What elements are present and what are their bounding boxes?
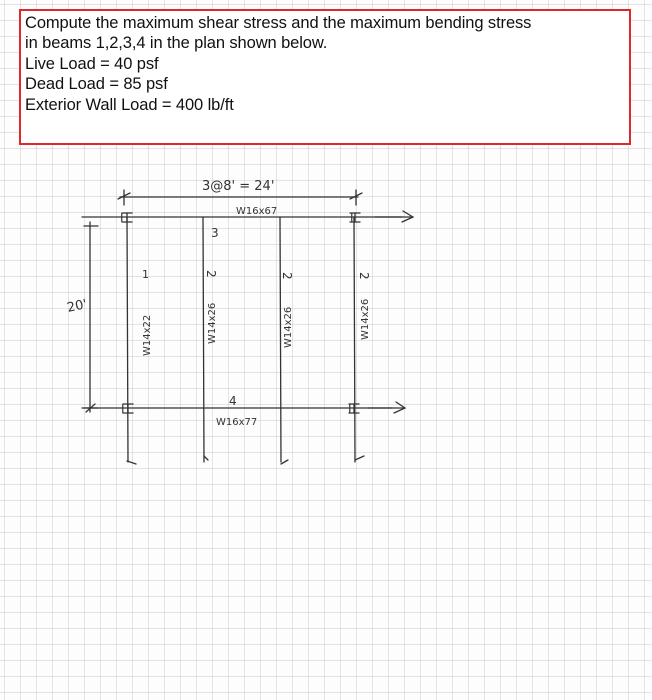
beam-line-1 <box>127 217 128 462</box>
beam-section-label-2a: W14x26 <box>207 302 218 344</box>
end-tick-3 <box>281 460 288 464</box>
beam-number-label-2a: 2 <box>204 270 218 278</box>
bottom-girder-section-label: W16x77 <box>216 417 258 428</box>
top-girder-section-label: W16x67 <box>236 206 278 217</box>
problem-line-2: in beams 1,2,3,4 in the plan shown below. <box>25 34 328 53</box>
problem-line-1: Compute the maximum shear stress and the maximum bending stress <box>25 14 532 32</box>
beam-line-2b <box>280 217 281 462</box>
wall-load-arrow-top <box>375 211 413 222</box>
beam-number-4-label: 4 <box>229 394 237 408</box>
beam-line-2a <box>203 217 204 462</box>
column-letter-top-left: I <box>120 211 124 225</box>
dead-load-line: Dead Load = 85 psf <box>25 75 168 94</box>
beam-section-label-1: W14x22 <box>142 314 153 356</box>
span-dimension-label: 3@8' = 24' <box>202 179 275 194</box>
live-load-line: Live Load = 40 psf <box>25 54 159 73</box>
beam-section-label-2b: W14x26 <box>283 306 294 348</box>
column-letter-bottom-right: I <box>348 402 352 416</box>
beam-number-3-label: 3 <box>211 226 219 240</box>
beam-line-2c <box>354 217 355 462</box>
beam-number-label-2b: 2 <box>280 272 294 280</box>
beam-number-label-2c: 2 <box>357 272 371 280</box>
beam-section-label-2c: W14x26 <box>360 298 371 340</box>
end-tick-4 <box>355 456 364 460</box>
height-dimension-line <box>84 222 98 412</box>
wall-load-arrow-bottom <box>368 402 405 413</box>
beam-number-label-1: 1 <box>142 268 149 281</box>
wall-load-line: Exterior Wall Load = 400 lb/ft <box>25 95 234 114</box>
height-dimension-label: 20' <box>65 297 89 316</box>
column-letter-top-right: I <box>350 211 354 225</box>
column-letter-bottom-left: I <box>121 402 125 416</box>
